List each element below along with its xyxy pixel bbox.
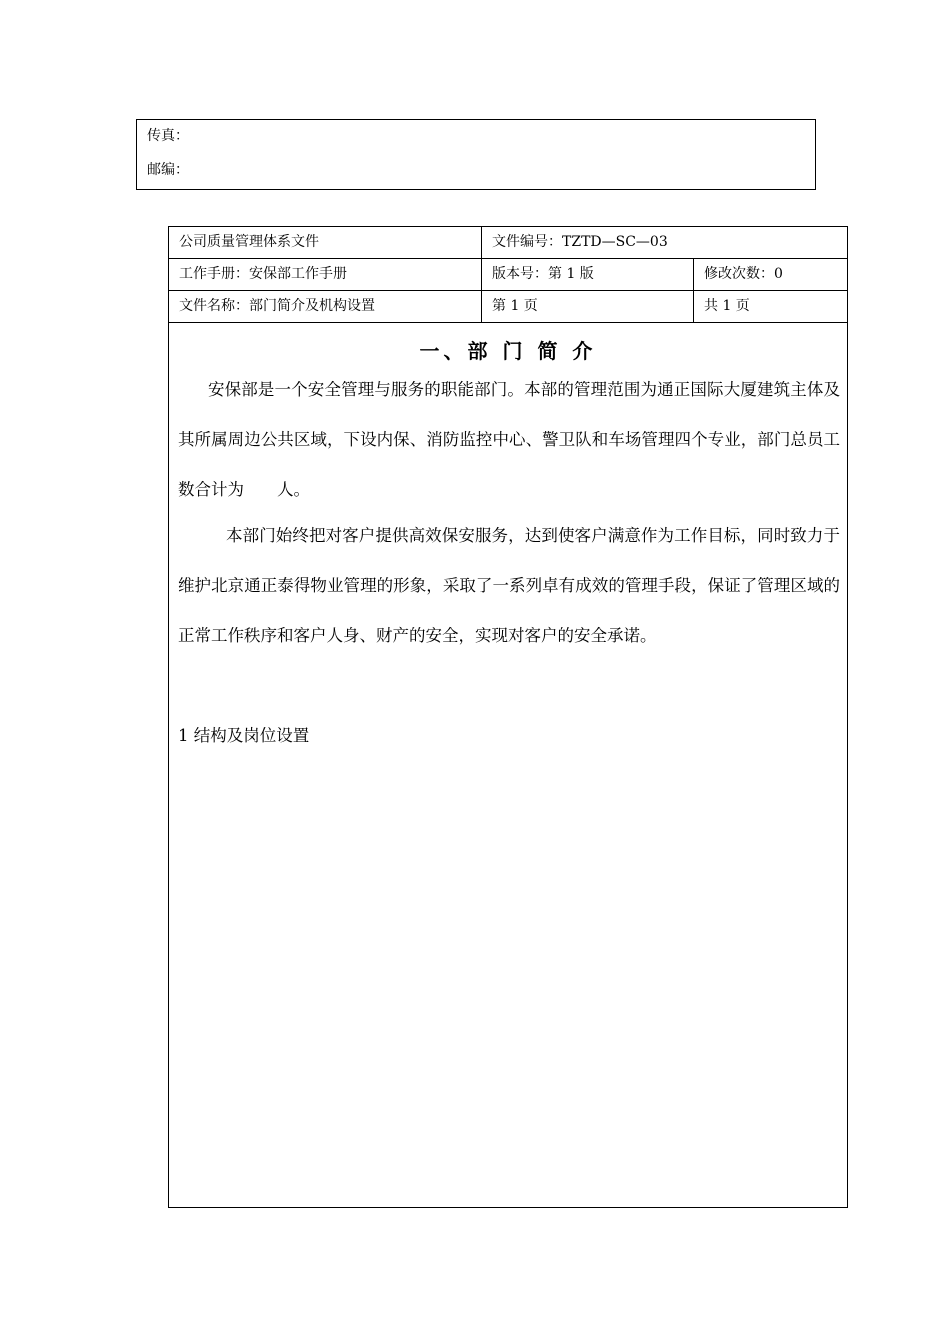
- subsection-heading: 1 结构及岗位设置: [178, 726, 310, 745]
- postcode-label: 邮编：: [147, 162, 189, 178]
- revision-cell: 修改次数：0: [704, 266, 783, 282]
- intro-paragraph-1: 安保部是一个安全管理与服务的职能部门。本部的管理范围为通正国际大厦建筑主体及其所属周边公共区域，下设内保、消防监控中心、警卫队和车场管理四个专业，部门总员工数合计为 人。: [178, 380, 840, 499]
- document-frame: [168, 226, 848, 1208]
- doc-number-cell: 文件编号：TZTD—SC—03: [492, 234, 668, 250]
- page-cell: 第 1 页: [482, 291, 694, 322]
- intro-paragraph-2: 本部门始终把对客户提供高效保安服务，达到使客户满意作为工作目标，同时致力于维护北京通正泰得物业管理的形象，采取了一系列卓有成效的管理手段，保证了管理区域的正常工作秩序和客户人身、财产的安全，实现对客户的安全承诺。: [178, 526, 840, 645]
- fax-label: 传真：: [147, 128, 189, 144]
- system-cell: 公司质量管理体系文件: [169, 227, 482, 258]
- version-cell: 版本号：第 1 版: [482, 259, 694, 290]
- section-title: 一、部 门 简 介: [419, 339, 597, 363]
- header-row-1: [169, 227, 847, 259]
- filename-cell: 文件名称：部门简介及机构设置: [169, 291, 482, 322]
- header-row-2: [169, 259, 847, 291]
- contact-box: [136, 119, 816, 190]
- total-pages-cell: 共 1 页: [704, 298, 750, 314]
- header-row-3: [169, 291, 847, 323]
- manual-cell: 工作手册：安保部工作手册: [169, 259, 482, 290]
